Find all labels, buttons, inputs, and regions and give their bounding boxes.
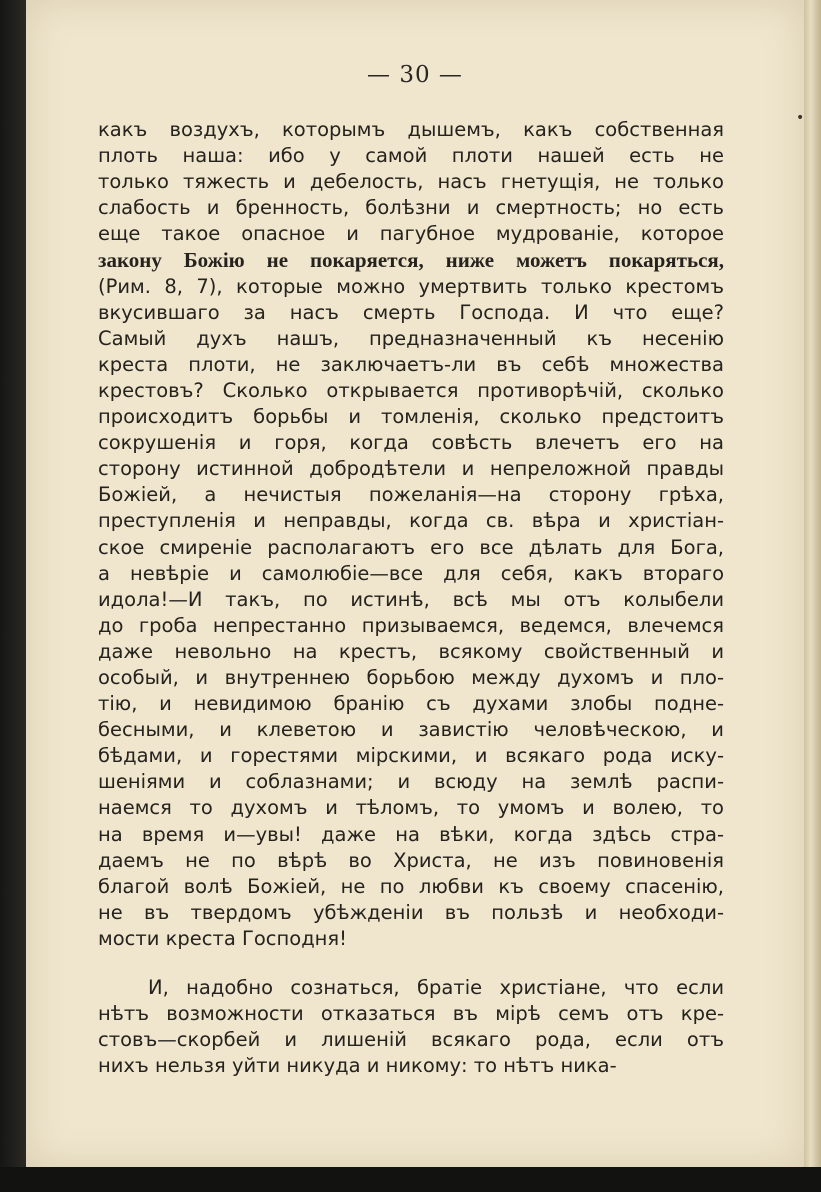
text-line: на время и—увы! даже на вѣки, когда здѣсь стра-: [98, 822, 724, 846]
text-line: нѣтъ возможности отказаться въ мірѣ семъ отъ кре-: [98, 1002, 724, 1026]
text-line: креста плоти, не заключаетъ-ли въ себѣ множества: [98, 352, 724, 376]
emphasized-quote: закону Божію не покаряется, ниже можетъ покаряться,: [98, 248, 724, 273]
text-line: до гроба непрестанно призываемся, ведемся, влечемся: [98, 613, 724, 637]
text-line: бесными, и клеветою и завистію человѣческою, и: [98, 718, 724, 742]
text-line: даже невольно на крестъ, всякому свойственный и: [98, 639, 724, 663]
text-line: а невѣріе и самолюбіе—все для себя, какъ втораго: [98, 561, 724, 585]
text-line: преступленія и неправды, когда св. вѣра и христіан-: [98, 509, 724, 533]
text-line: крестовъ? Сколько открывается противорѣчій, сколько: [98, 378, 724, 402]
text-line: наемся то духомъ и тѣломъ, то умомъ и волею, то: [98, 796, 724, 820]
paragraph-1: [98, 117, 724, 952]
text-line: ское смиреніе располагаютъ его все дѣлать для Бога,: [98, 535, 724, 559]
text-line: слабость и бренность, болѣзни и смертность; но есть: [98, 196, 724, 220]
text-line: какъ воздухъ, которымъ дышемъ, какъ собственная: [98, 118, 724, 141]
text-line: только тяжесть и дебелость, насъ гнетущія, не только: [98, 170, 724, 194]
text-line: шеніями и соблазнами; и всюду на землѣ распи-: [98, 770, 724, 794]
text-line: бѣдами, и горестями мірскими, и всякаго рода иску-: [98, 744, 724, 768]
text-line: Божіей, а нечистыя пожеланія—на сторону грѣха,: [98, 483, 724, 507]
scanner-bed: [0, 1167, 821, 1192]
text-line: Самый духъ нашъ, предназначенный къ несенію: [98, 326, 724, 350]
text-line: не въ твердомъ убѣжденіи въ пользѣ и необходи-: [98, 900, 724, 924]
binding-shadow: [0, 0, 26, 1167]
text-line: стовъ—скорбей и лишеній всякаго рода, если отъ: [98, 1028, 724, 1052]
paragraph-gap: [98, 952, 724, 975]
text-line: происходитъ борьбы и томленія, сколько предстоитъ: [98, 405, 724, 429]
text-line: даемъ не по вѣрѣ во Христа, не изъ повиновенія: [98, 848, 724, 872]
text-line: И, надобно сознаться, братіе христіане, что если: [148, 976, 724, 999]
text-line: особый, и внутреннею борьбою между духомъ и пло-: [98, 665, 724, 689]
text-line: благой волѣ Божіей, не по любви къ своему спасенію,: [98, 874, 724, 898]
text-line: сторону истинной добродѣтели и непреложной правды: [98, 457, 724, 481]
next-page-edge: [804, 0, 821, 1167]
text-line: еще такое опасное и пагубное мудрованіе, которое: [98, 222, 724, 246]
page-number: — 30 —: [367, 62, 463, 88]
body-text: [98, 117, 724, 1079]
text-line: мости креста Господня!: [98, 926, 347, 950]
text-line: нихъ нельзя уйти никуда и никому: то нѣтъ ника-: [98, 1054, 617, 1078]
paper-sheet: [26, 0, 804, 1167]
text-line: идола!—И такъ, по истинѣ, всѣ мы отъ колыбели: [98, 587, 724, 611]
text-line: тію, и невидимою бранію съ духами злобы подне-: [98, 692, 724, 716]
text-line: [98, 247, 724, 273]
text-line: вкусившаго за насъ смерть Господа. И что еще?: [98, 300, 724, 324]
text-line: сокрушенія и горя, когда совѣсть влечетъ его на: [98, 431, 724, 455]
text-line: плоть наша: ибо у самой плоти нашей есть не: [98, 144, 724, 168]
text-line: (Рим. 8, 7), которые можно умертвить только крестомъ: [98, 274, 724, 298]
paragraph-2: [98, 975, 724, 1079]
margin-mark: •: [796, 110, 805, 126]
